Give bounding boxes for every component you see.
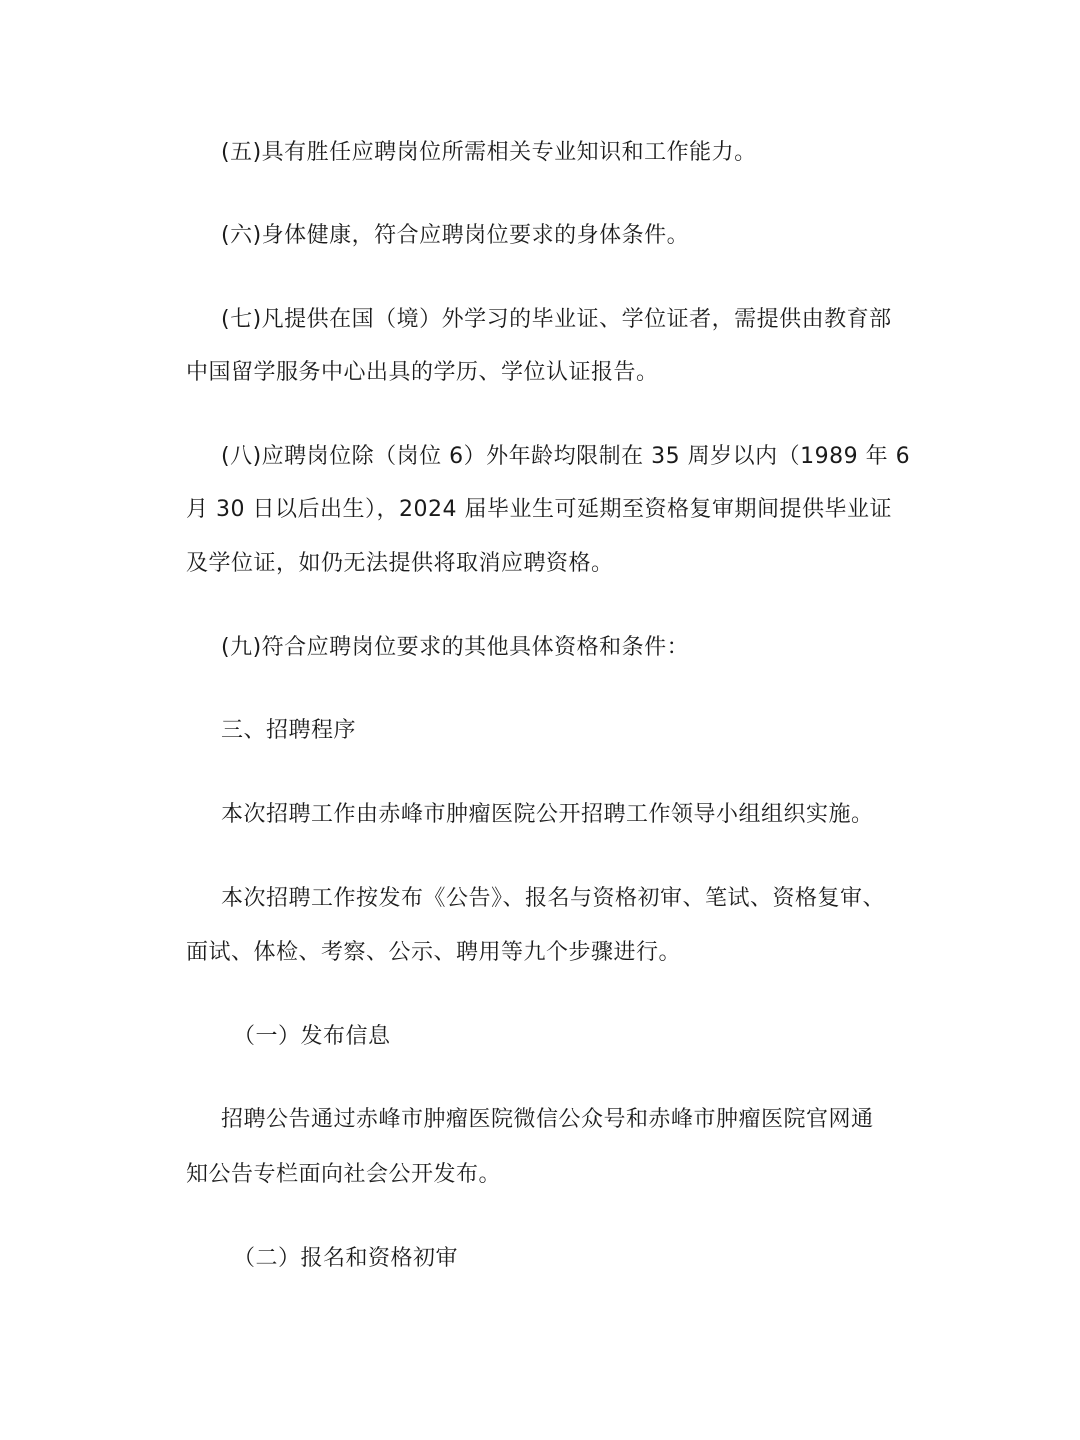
para-steps-line-1: 本次招聘工作按发布《公告》、报名与资格初审、笔试、资格复审、	[221, 886, 886, 911]
para-item-7-line-2: 中国留学服务中心出具的学历、学位认证报告。	[186, 360, 659, 385]
para-item-5-line-1: (五)具有胜任应聘岗位所需相关专业知识和工作能力。	[221, 140, 757, 165]
para-item-8-line-2: 月 30 日以后出生），2024 届毕业生可延期至资格复审期间提供毕业证	[186, 497, 892, 522]
para-organizer-line-1: 本次招聘工作由赤峰市肿瘤医院公开招聘工作领导小组组织实施。	[221, 802, 874, 827]
para-item-6-line-1: (六)身体健康，符合应聘岗位要求的身体条件。	[221, 223, 690, 248]
para-steps-line-2: 面试、体检、考察、公示、聘用等九个步骤进行。	[186, 940, 682, 965]
subheading-2: （二）报名和资格初审	[233, 1246, 459, 1271]
subheading-1: （一）发布信息	[233, 1024, 391, 1049]
para-item-8-line-1: (八)应聘岗位除（岗位 6）外年龄均限制在 35 周岁以内（1989 年 6	[221, 444, 911, 469]
para-publish-line-2: 知公告专栏面向社会公开发布。	[186, 1162, 502, 1187]
para-item-8-line-3: 及学位证，如仍无法提供将取消应聘资格。	[186, 551, 614, 576]
section-heading-3: 三、招聘程序	[221, 718, 357, 743]
para-item-7-line-1: (七)凡提供在国（境）外学习的毕业证、学位证者，需提供由教育部	[221, 307, 892, 332]
para-item-9-line-1: (九)符合应聘岗位要求的其他具体资格和条件：	[221, 635, 690, 660]
para-publish-line-1: 招聘公告通过赤峰市肿瘤医院微信公众号和赤峰市肿瘤医院官网通	[221, 1107, 874, 1132]
